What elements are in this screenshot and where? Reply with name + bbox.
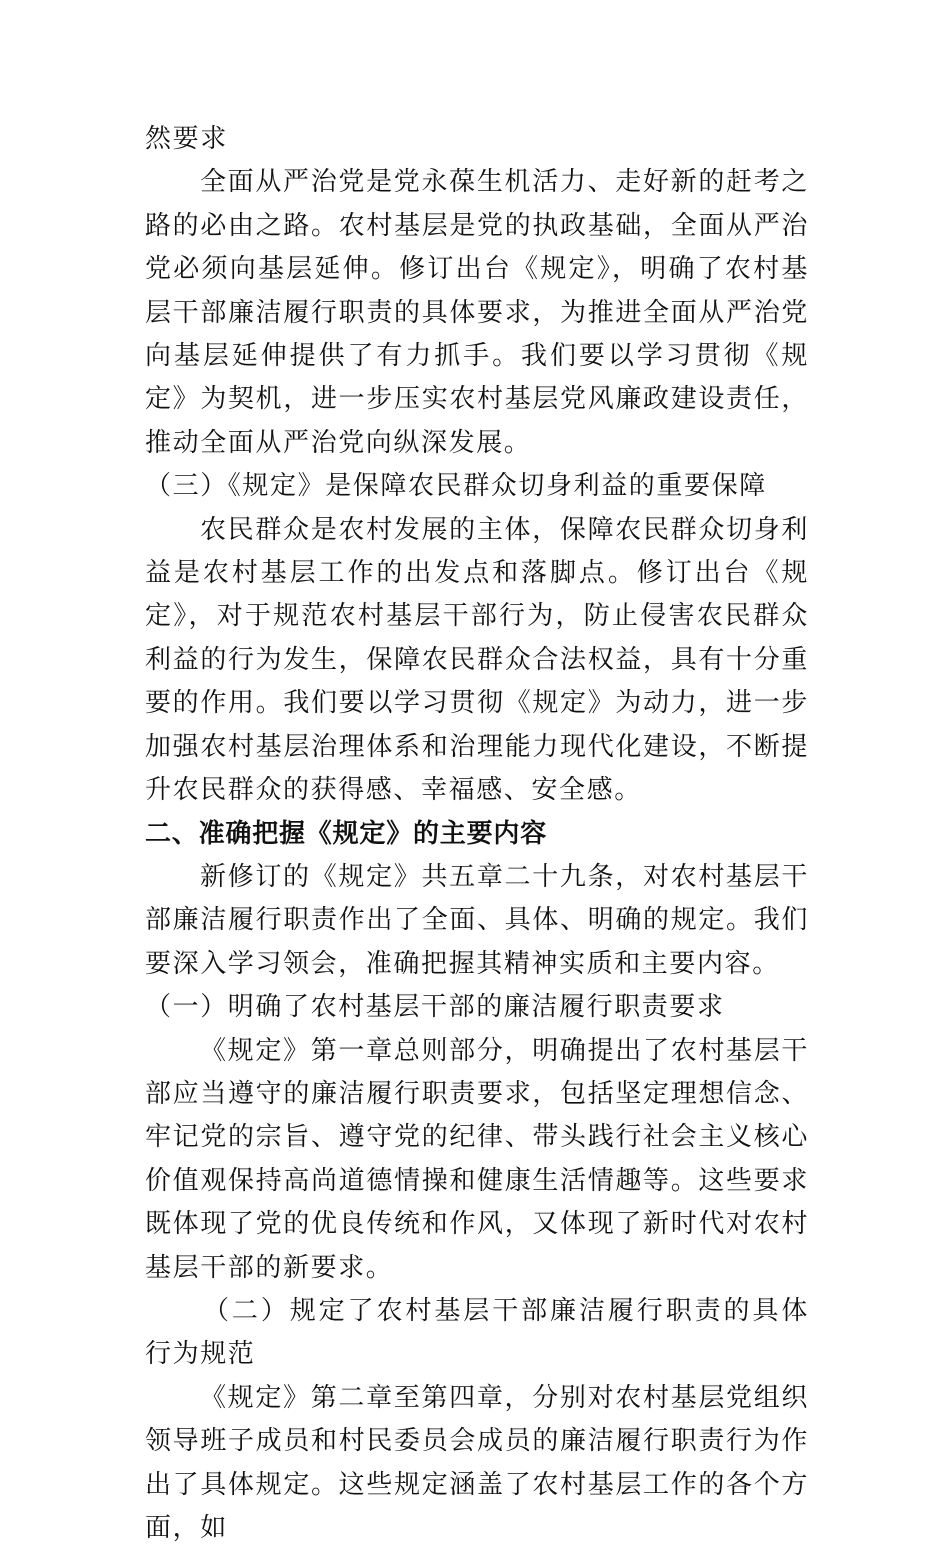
body-paragraph: 《规定》第一章总则部分，明确提出了农村基层干部应当遵守的廉洁履行职责要求，包括坚定理想信念、牢记党的宗旨、遵守党的纪律、带头践行社会主义核心价值观保持高尚道德情操和健康生活情趣等。这些要求既体现了党的优良传统和作风，又体现了新时代对农村基层干部的新要求。 (145, 1035, 809, 1283)
section-subheading: （一）明确了农村基层干部的廉洁履行职责要求 (145, 992, 725, 1023)
body-paragraph: 《规定》第二章至第四章，分别对农村基层党组织领导班子成员和村民委员会成员的廉洁履行职责行为作出了具体规定。这些规定涵盖了农村基层工作的各个方面，如 (145, 1382, 809, 1543)
body-paragraph: 农民群众是农村发展的主体，保障农民群众切身利益是农村基层工作的出发点和落脚点。修订出台《规定》，对于规范农村基层干部行为，防止侵害农民群众利益的行为发生，保障农民群众合法权益，具有十分重要的作用。我们要以学习贯彻《规定》为动力，进一步加强农村基层治理体系和治理能力现代化建设，不断提升农民群众的获得感、幸福感、安全感。 (145, 514, 809, 806)
section-subheading: （三）《规定》是保障农民群众切身利益的重要保障 (145, 471, 767, 502)
body-paragraph: 全面从严治党是党永葆生机活力、走好新的赶考之路的必由之路。农村基层是党的执政基础，全面从严治党必须向基层延伸。修订出台《规定》，明确了农村基层干部廉洁履行职责的具体要求，为推进全面从严治党向基层延伸提供了有力抓手。我们要以学习贯彻《规定》为契机，进一步压实农村基层党风廉政建设责任，推动全面从严治党向纵深发展。 (145, 167, 809, 458)
continuation-line: 然要求 (145, 124, 228, 154)
document-body (145, 118, 809, 1550)
section-subheading: （二）规定了农村基层干部廉洁履行职责的具体行为规范 (145, 1295, 809, 1370)
body-paragraph: 新修订的《规定》共五章二十九条，对农村基层干部廉洁履行职责作出了全面、具体、明确的规定。我们要深入学习领会，准确把握其精神实质和主要内容。 (145, 861, 809, 979)
section-heading: 二、准确把握《规定》的主要内容 (145, 818, 548, 849)
